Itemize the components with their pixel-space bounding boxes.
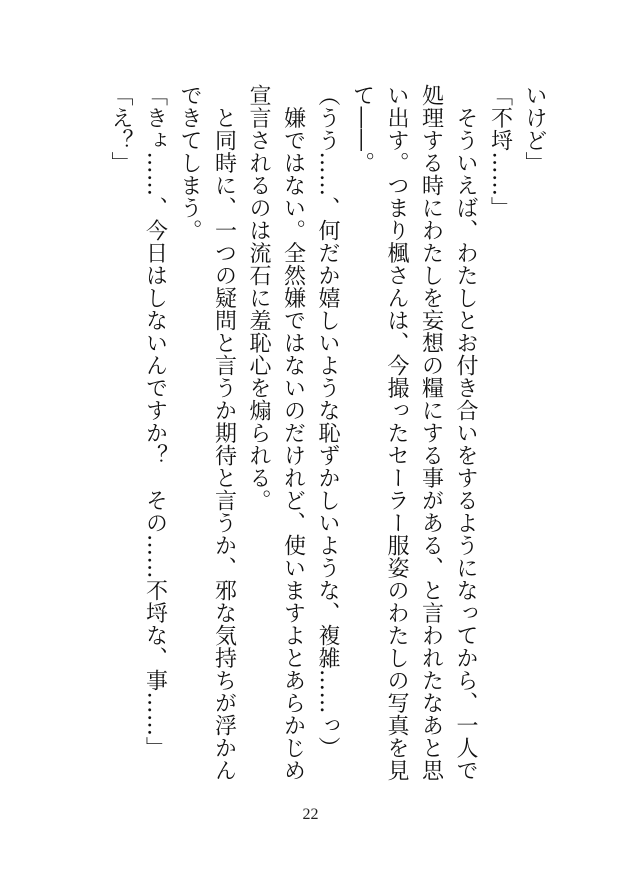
text-line-12: 「きょ……、今日はしないんですか？ その……不埒な、事……」 bbox=[142, 84, 168, 759]
text-line-13: 「え？」 bbox=[108, 84, 133, 174]
vertical-text-body bbox=[103, 84, 552, 794]
text-line-6: て――。 bbox=[349, 84, 375, 174]
text-line-10: と同時に、一つの疑問と言うか期待と言うか、邪な気持ちが浮かん bbox=[211, 84, 237, 782]
text-line-3: そういえば、わたしとお付き合いをするようになってから、一人で bbox=[453, 84, 478, 782]
text-line-7: （うう……、何だか嬉しいような恥ずかしいような、複雑……っ） bbox=[315, 84, 340, 759]
text-line-11: できてしまう。 bbox=[177, 84, 202, 242]
page-number: 22 bbox=[302, 806, 319, 823]
text-line-8: 嫌ではない。全然嫌ではないのだけれど、使いますよとあらかじめ bbox=[280, 84, 306, 782]
text-line-5: い出す。つまり楓さんは、今撮ったセーラー服姿のわたしの写真を見 bbox=[384, 84, 409, 782]
text-line-4: 処理する時にわたしを妄想の糧にする事がある、と言われたなあと思 bbox=[418, 84, 444, 782]
text-line-1: いけど」 bbox=[522, 84, 547, 174]
text-line-9: 宣言されるのは流石に羞恥心を煽られる。 bbox=[246, 84, 271, 512]
text-line-2: 「不埒……」 bbox=[487, 84, 513, 219]
